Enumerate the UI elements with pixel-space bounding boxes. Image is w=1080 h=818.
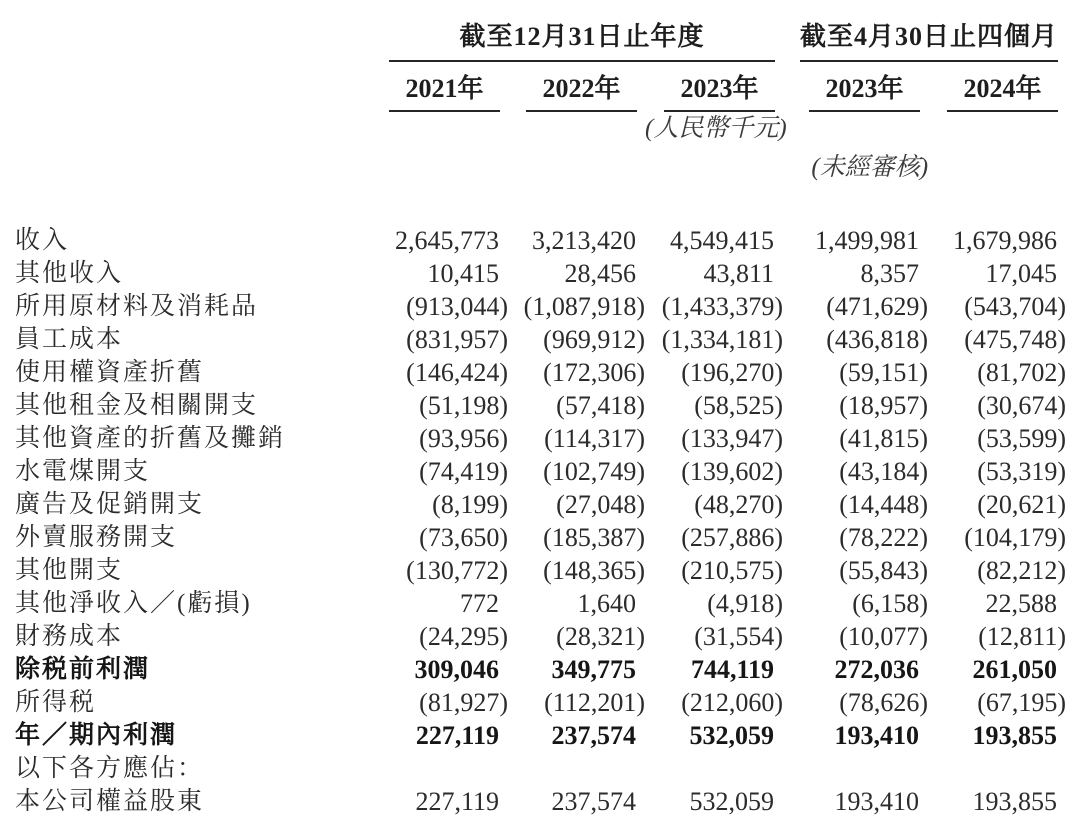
value-annual-2023: (196,270) (681, 358, 784, 387)
value-interim-2024: 193,855 (972, 787, 1058, 816)
table-row (15, 521, 1066, 554)
value-annual-2021: (913,044) (406, 292, 508, 321)
value-annual-2021: (73,650) (419, 523, 508, 552)
row-label: 其他資產的折舊及攤銷 (15, 425, 286, 452)
table-row (15, 686, 1066, 719)
column-header-interim-2023: 2023年 (809, 62, 920, 112)
value-annual-2022: 237,574 (551, 721, 636, 750)
column-gap (783, 149, 800, 190)
value-interim-2023: 8,357 (860, 259, 920, 288)
value-interim-2023: (78,626) (839, 688, 929, 717)
value-interim-2023: (436,818) (826, 325, 929, 354)
value-annual-2022: 237,574 (551, 787, 636, 816)
empty-cell (508, 112, 645, 149)
value-interim-2023: 1,499,981 (815, 226, 920, 255)
column-header-annual-2022: 2022年 (526, 62, 637, 112)
year-header-cell (928, 62, 1066, 112)
value-interim-2024: (12,811) (978, 622, 1067, 651)
value-annual-2021: (130,772) (406, 556, 508, 585)
table-row (15, 587, 1066, 620)
value-annual-2021: (74,419) (419, 457, 508, 486)
audit-note: (未經審核) (811, 154, 929, 181)
row-label: 收入 (15, 227, 70, 254)
column-gap (783, 719, 800, 752)
value-annual-2023: 43,811 (703, 259, 775, 288)
table-row (15, 290, 1066, 323)
value-annual-2021: 772 (460, 589, 499, 618)
currency-note-row (15, 112, 1066, 149)
interim-period-header-cell (800, 10, 1066, 62)
value-interim-2023: (59,151) (839, 358, 929, 387)
table-row (15, 356, 1066, 389)
column-gap (783, 521, 800, 554)
value-annual-2022: (172,306) (543, 358, 645, 387)
column-gap (783, 422, 800, 455)
table-row (15, 488, 1066, 521)
value-annual-2023: (212,060) (681, 688, 784, 717)
value-annual-2021: (8,199) (432, 490, 508, 519)
column-gap (783, 554, 800, 587)
value-interim-2024: (82,212) (977, 556, 1067, 585)
value-interim-2023: 193,410 (834, 787, 920, 816)
column-gap (783, 587, 800, 620)
value-annual-2021: (831,957) (406, 325, 508, 354)
row-label: 其他淨收入／(虧損) (15, 590, 252, 617)
value-annual-2021: (146,424) (406, 358, 508, 387)
value-interim-2024: (53,319) (977, 457, 1067, 486)
table-row (15, 224, 1066, 257)
currency-note: (人民幣千元) (645, 115, 787, 142)
value-annual-2022: (102,749) (543, 457, 645, 486)
value-annual-2021: (81,927) (419, 688, 508, 717)
value-annual-2023: (210,575) (681, 556, 784, 585)
row-label: 財務成本 (15, 623, 124, 650)
currency-note-cell (645, 112, 787, 149)
year-header-row (15, 62, 1066, 112)
value-annual-2023 (645, 752, 783, 785)
value-annual-2023: (139,602) (681, 457, 784, 486)
value-interim-2023: (471,629) (826, 292, 929, 321)
value-annual-2021: (24,295) (419, 622, 508, 651)
label-column-spacer (15, 149, 389, 190)
column-gap (783, 752, 800, 785)
value-annual-2021 (389, 752, 508, 785)
row-label: 所得税 (15, 689, 97, 716)
header-body-spacer (15, 190, 1066, 224)
column-gap (783, 224, 800, 257)
column-gap (783, 389, 800, 422)
value-annual-2022: (28,321) (556, 622, 645, 651)
value-annual-2022: 28,456 (564, 259, 636, 288)
value-interim-2023: (10,077) (839, 622, 929, 651)
column-header-interim-2024: 2024年 (947, 62, 1058, 112)
year-header-cell (389, 62, 508, 112)
value-annual-2023: (48,270) (694, 490, 784, 519)
table-row (15, 389, 1066, 422)
value-interim-2024: (20,621) (977, 490, 1067, 519)
value-interim-2023: (43,184) (839, 457, 929, 486)
table-row (15, 455, 1066, 488)
row-label: 其他租金及相關開支 (15, 392, 259, 419)
row-label: 廣告及促銷開支 (15, 491, 205, 518)
column-gap (783, 257, 800, 290)
column-gap (783, 323, 800, 356)
value-interim-2023: (18,957) (839, 391, 929, 420)
value-interim-2024: 1,679,986 (953, 226, 1058, 255)
year-header-cell (645, 62, 783, 112)
column-gap (783, 620, 800, 653)
row-label: 員工成本 (15, 326, 124, 353)
year-header-cell (508, 62, 645, 112)
table-header (15, 10, 1066, 224)
value-interim-2024 (928, 752, 1066, 785)
table-body (15, 224, 1066, 818)
table-row (15, 620, 1066, 653)
value-interim-2023: (14,448) (839, 490, 929, 519)
value-annual-2021: 227,119 (415, 721, 499, 750)
value-interim-2024: (543,704) (964, 292, 1067, 321)
label-column-spacer (15, 10, 389, 62)
value-interim-2023: 193,410 (834, 721, 920, 750)
value-annual-2023: (133,947) (681, 424, 784, 453)
value-annual-2023: 744,119 (690, 655, 775, 684)
value-annual-2022: (114,317) (544, 424, 645, 453)
table-row (15, 752, 1066, 785)
value-interim-2024: (104,179) (964, 523, 1067, 552)
value-annual-2022: (185,387) (543, 523, 645, 552)
column-gap (783, 686, 800, 719)
row-label: 本公司權益股東 (15, 788, 205, 815)
column-header-annual-2021: 2021年 (389, 62, 500, 112)
audit-note-cell (800, 149, 928, 190)
value-annual-2023: 532,059 (689, 721, 775, 750)
row-label: 所用原材料及消耗品 (15, 293, 259, 320)
value-annual-2023: 4,549,415 (670, 226, 775, 255)
column-gap (783, 290, 800, 323)
row-label: 水電煤開支 (15, 458, 151, 485)
empty-cell (645, 149, 783, 190)
value-annual-2023: (257,886) (681, 523, 784, 552)
value-annual-2023: (1,433,379) (661, 292, 784, 321)
value-annual-2023: (58,525) (694, 391, 784, 420)
value-annual-2022: (27,048) (556, 490, 645, 519)
column-gap (783, 488, 800, 521)
audit-note-row (15, 149, 1066, 190)
value-annual-2022: 3,213,420 (532, 226, 636, 255)
value-annual-2021: (51,198) (419, 391, 508, 420)
value-annual-2022: (57,418) (556, 391, 645, 420)
value-interim-2024: (30,674) (977, 391, 1067, 420)
value-annual-2022: (112,201) (544, 688, 645, 717)
value-annual-2021: 227,119 (415, 787, 499, 816)
value-interim-2024: 17,045 (985, 259, 1058, 288)
empty-cell (928, 149, 1066, 190)
column-gap (783, 455, 800, 488)
column-header-annual-2023: 2023年 (664, 62, 775, 112)
column-gap (783, 785, 800, 818)
value-interim-2023 (800, 752, 928, 785)
value-annual-2022: 349,775 (551, 655, 636, 684)
empty-cell (800, 112, 928, 149)
value-interim-2024: (475,748) (964, 325, 1067, 354)
value-interim-2023: (55,843) (839, 556, 929, 585)
year-header-cell (800, 62, 928, 112)
value-annual-2023: 532,059 (689, 787, 775, 816)
column-gap (783, 356, 800, 389)
label-column-spacer (15, 112, 389, 149)
income-statement-table (15, 10, 1066, 818)
table-row (15, 719, 1066, 752)
value-annual-2022: 1,640 (577, 589, 636, 618)
value-annual-2022: (148,365) (543, 556, 645, 585)
value-annual-2021: 2,645,773 (395, 226, 499, 255)
value-interim-2024: 22,588 (985, 589, 1058, 618)
row-label: 其他開支 (15, 557, 124, 584)
value-annual-2022: (1,087,918) (523, 292, 645, 321)
value-annual-2023: (4,918) (707, 589, 784, 618)
empty-cell (389, 149, 508, 190)
row-label: 外賣服務開支 (15, 524, 178, 551)
value-annual-2022: (969,912) (543, 325, 645, 354)
value-interim-2024: (53,599) (977, 424, 1067, 453)
value-interim-2023: (78,222) (839, 523, 929, 552)
value-interim-2024: 261,050 (972, 655, 1058, 684)
group-header-row (15, 10, 1066, 62)
value-interim-2024: 193,855 (972, 721, 1058, 750)
value-interim-2024: (81,702) (977, 358, 1067, 387)
row-label: 除税前利潤 (15, 656, 151, 683)
table-row (15, 554, 1066, 587)
column-gap (783, 653, 800, 686)
empty-cell (508, 149, 645, 190)
value-annual-2021: 10,415 (427, 259, 499, 288)
interim-period-header: 截至4月30日止四個月 (800, 10, 1058, 62)
row-label: 年／期內利潤 (15, 722, 178, 749)
empty-cell (928, 112, 1066, 149)
value-interim-2023: (6,158) (852, 589, 929, 618)
table-row (15, 785, 1066, 818)
table-row (15, 323, 1066, 356)
empty-cell (389, 112, 508, 149)
value-annual-2022 (508, 752, 645, 785)
annual-period-header-cell (389, 10, 783, 62)
value-interim-2023: 272,036 (834, 655, 920, 684)
value-interim-2023: (41,815) (839, 424, 929, 453)
table-row (15, 653, 1066, 686)
column-gap (783, 10, 800, 62)
row-label: 其他收入 (15, 260, 124, 287)
table-row (15, 257, 1066, 290)
value-annual-2021: 309,046 (414, 655, 499, 684)
value-annual-2023: (31,554) (694, 622, 784, 651)
annual-period-header: 截至12月31日止年度 (389, 10, 775, 62)
row-label: 使用權資產折舊 (15, 359, 205, 386)
value-annual-2023: (1,334,181) (661, 325, 784, 354)
table-row (15, 422, 1066, 455)
value-annual-2021: (93,956) (419, 424, 508, 453)
label-column-spacer (15, 62, 389, 112)
column-gap (783, 62, 800, 112)
row-label: 以下各方應佔： (15, 755, 205, 782)
spacer-cell (15, 190, 1066, 224)
value-interim-2024: (67,195) (977, 688, 1067, 717)
